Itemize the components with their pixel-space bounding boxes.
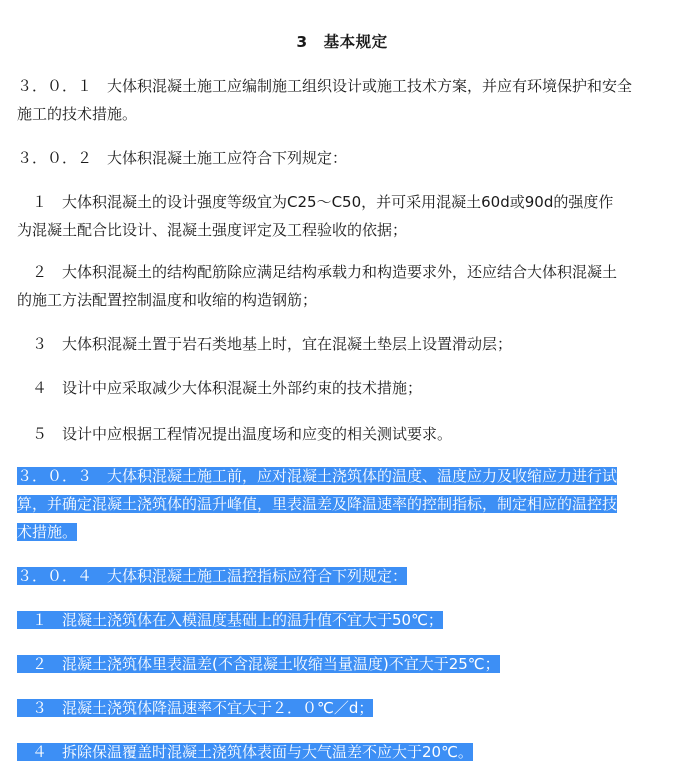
clause-3-0-4-item-3-selected[interactable] bbox=[17, 694, 667, 722]
clause-line: 为混凝土配合比设计、混凝土强度评定及工程验收的依据； bbox=[17, 221, 408, 239]
clause-line: ２ 大体积混凝土的结构配筋除应满足结构承载力和构造要求外，还应结合大体积混凝土 bbox=[17, 263, 618, 281]
clause-3-0-3-selected[interactable] bbox=[17, 462, 667, 546]
clause-line: 施工的技术措施。 bbox=[17, 105, 138, 123]
selected-line[interactable]: 算，并确定混凝土浇筑体的温升峰值，里表温差及降温速率的控制指标，制定相应的温控技 bbox=[17, 495, 618, 513]
clause-3-0-1 bbox=[17, 72, 667, 128]
clause-3-0-2-item-3 bbox=[17, 330, 667, 358]
clause-3-0-2-item-5 bbox=[17, 420, 667, 448]
selected-line[interactable]: ３．０．３ 大体积混凝土施工前，应对混凝土浇筑体的温度、温度应力及收缩应力进行试 bbox=[17, 467, 618, 485]
selected-line[interactable]: ２ 混凝土浇筑体里表温差(不含混凝土收缩当量温度)不宜大于25℃； bbox=[17, 655, 500, 673]
clause-line: １ 大体积混凝土的设计强度等级宜为C25～C50，并可采用混凝土60d或90d的强度作 bbox=[17, 193, 614, 211]
clause-3-0-4-selected[interactable] bbox=[17, 562, 667, 590]
clause-3-0-2-item-2 bbox=[17, 258, 667, 314]
clause-line: ５ 设计中应根据工程情况提出温度场和应变的相关测试要求。 bbox=[17, 425, 453, 443]
clause-line: ３ 大体积混凝土置于岩石类地基上时，宜在混凝土垫层上设置滑动层； bbox=[17, 335, 513, 353]
selected-line[interactable]: 术措施。 bbox=[17, 523, 78, 541]
clause-line: ３．０．２ 大体积混凝土施工应符合下列规定： bbox=[17, 149, 348, 167]
section-title: 3 基本规定 bbox=[296, 33, 388, 51]
clause-line: ４ 设计中应采取减少大体积混凝土外部约束的技术措施； bbox=[17, 379, 423, 397]
selected-line[interactable]: ３．０．４ 大体积混凝土施工温控指标应符合下列规定： bbox=[17, 567, 408, 585]
selected-line[interactable]: １ 混凝土浇筑体在入模温度基础上的温升值不宜大于50℃； bbox=[17, 611, 443, 629]
clause-3-0-4-item-1-selected[interactable] bbox=[17, 606, 667, 634]
selected-line[interactable]: ４ 拆除保温覆盖时混凝土浇筑体表面与大气温差不应大于20℃。 bbox=[17, 743, 473, 761]
clause-3-0-4-item-2-selected[interactable] bbox=[17, 650, 667, 678]
clause-3-0-4-item-4-selected[interactable] bbox=[17, 738, 667, 766]
clause-3-0-2 bbox=[17, 144, 667, 172]
selected-line[interactable]: ３ 混凝土浇筑体降温速率不宜大于２．０℃／d； bbox=[17, 699, 374, 717]
clause-3-0-2-item-1 bbox=[17, 188, 667, 244]
clause-line: ３．０．１ 大体积混凝土施工应编制施工组织设计或施工技术方案，并应有环境保护和安全 bbox=[17, 77, 633, 95]
clause-line: 的施工方法配置控制温度和收缩的构造钢筋； bbox=[17, 291, 318, 309]
clause-3-0-2-item-4 bbox=[17, 374, 667, 402]
